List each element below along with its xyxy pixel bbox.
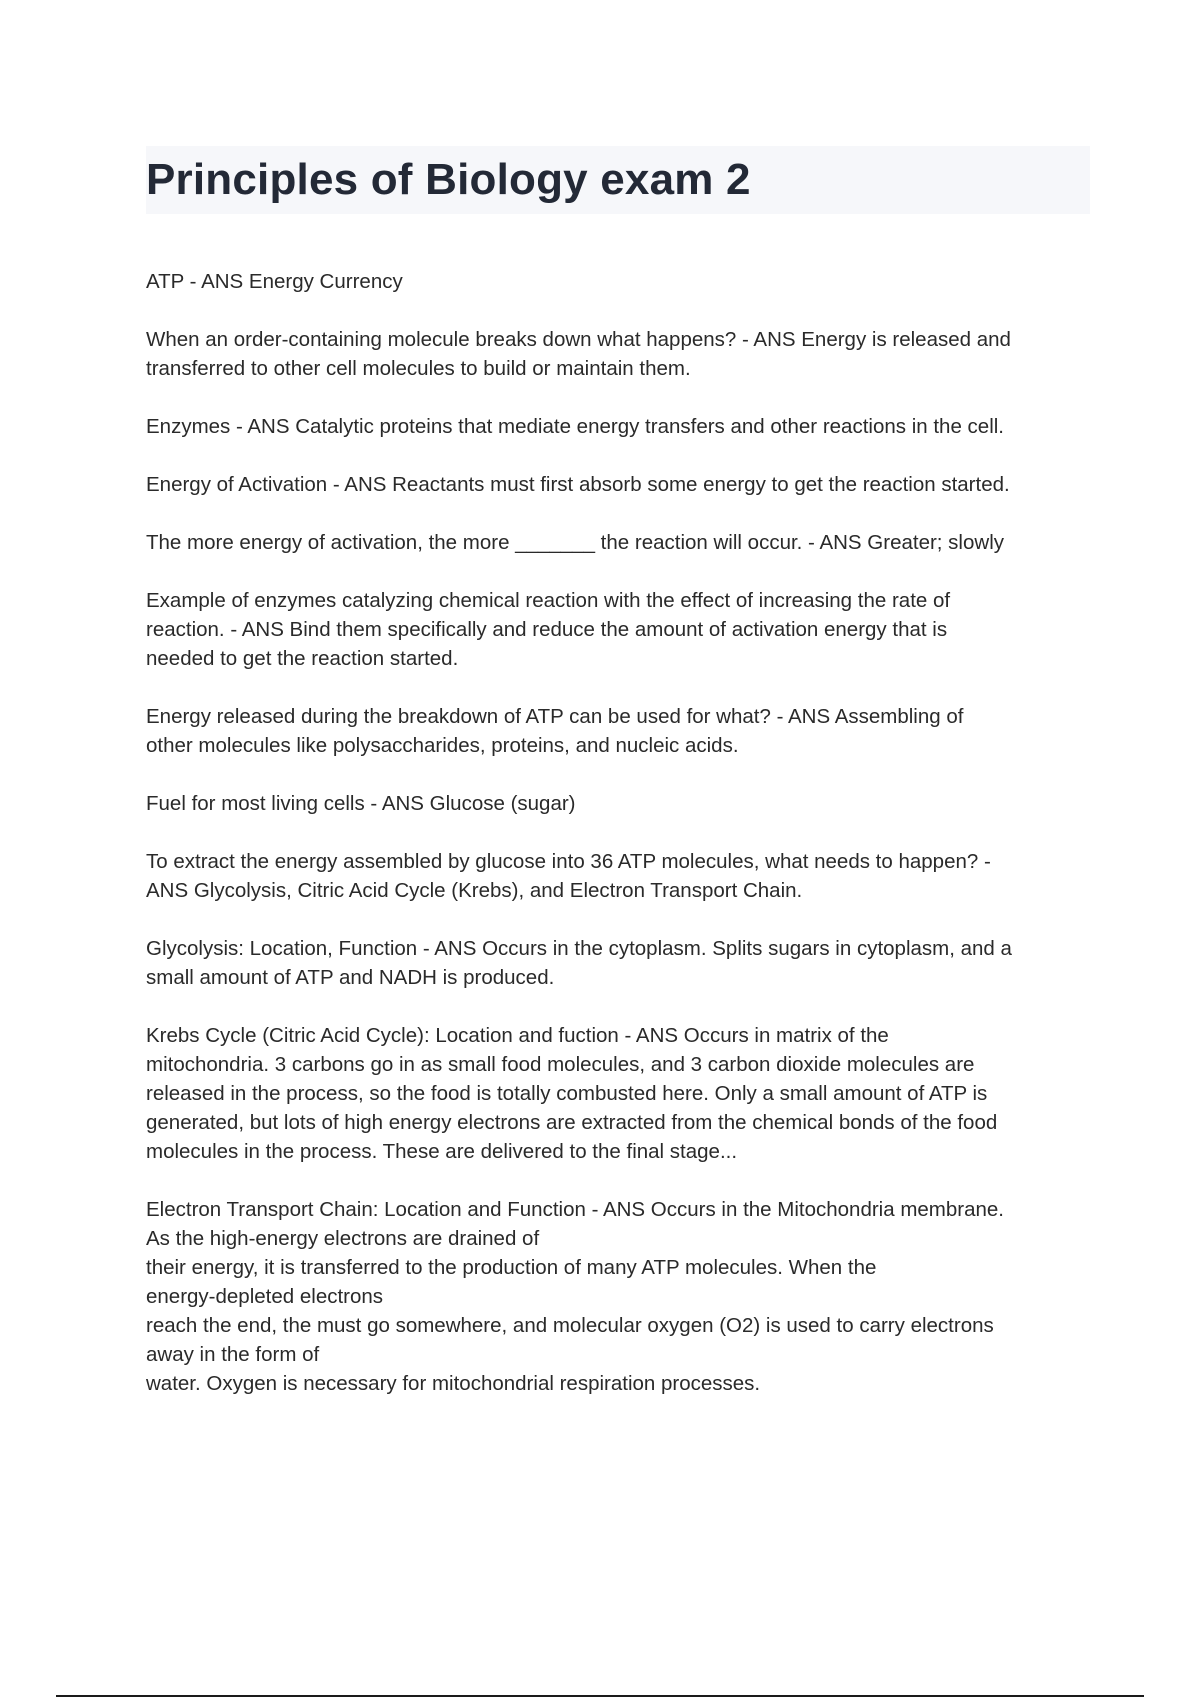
qa-entry-enzyme-example: Example of enzymes catalyzing chemical reaction with the effect of increasing the rate of reaction. - ANS Bind them specifically and reduce the amount of activation energy that is needed to get the reaction started. [146,589,951,670]
title-banner [146,146,1090,214]
document-page [146,146,1090,1427]
qa-list [146,267,1090,1398]
qa-entry-enzymes: Enzymes - ANS Catalytic proteins that mediate energy transfers and other reactions in the cell. [146,415,1004,438]
page-title: Principles of Biology exam 2 [146,155,751,204]
qa-entry-molecule-breakdown: When an order-containing molecule breaks down what happens? - ANS Energy is released and transferred to other cell molecules to build or maintain them. [146,328,1011,380]
qa-entry-atp-energy-use: Energy released during the breakdown of ATP can be used for what? - ANS Assembling of other molecules like polysaccharides, proteins, and nucleic acids. [146,705,964,757]
qa-entry-energy-of-activation: Energy of Activation - ANS Reactants must first absorb some energy to get the reaction started. [146,473,1010,496]
qa-entry-activation-blank: The more energy of activation, the more _______ the reaction will occur. - ANS Greater; slowly [146,531,1004,554]
footer-divider [56,1695,1144,1697]
qa-entry-electron-transport-chain: Electron Transport Chain: Location and Function - ANS Occurs in the Mitochondria membrane. As the high-energy electrons are drained of their energy, it is transferred to the production of many ATP molecules. When the energy-depleted electrons reach the end, the must go somewhere, and molecular oxygen (O2) is used to carry electrons away in the form of water. Oxygen is necessary for mitochondrial respiration processes. [146,1198,1005,1395]
qa-entry-krebs-cycle: Krebs Cycle (Citric Acid Cycle): Location and fuction - ANS Occurs in matrix of the mitochondria. 3 carbons go in as small food molecules, and 3 carbon dioxide molecules are released in the process, so the food is totally combusted here. Only a small amount of ATP is generated, but lots of high energy electrons are extracted from the chemical bonds of the food molecules in the process. These are delivered to the final stage... [146,1024,998,1163]
qa-entry-fuel: Fuel for most living cells - ANS Glucose (sugar) [146,792,576,815]
qa-entry-atp: ATP - ANS Energy Currency [146,270,403,293]
qa-entry-glucose-extraction: To extract the energy assembled by glucose into 36 ATP molecules, what needs to happen? - ANS Glycolysis, Citric Acid Cycle (Krebs), and Electron Transport Chain. [146,850,991,902]
qa-entry-glycolysis: Glycolysis: Location, Function - ANS Occurs in the cytoplasm. Splits sugars in cytoplasm, and a small amount of ATP and NADH is produced. [146,937,1012,989]
